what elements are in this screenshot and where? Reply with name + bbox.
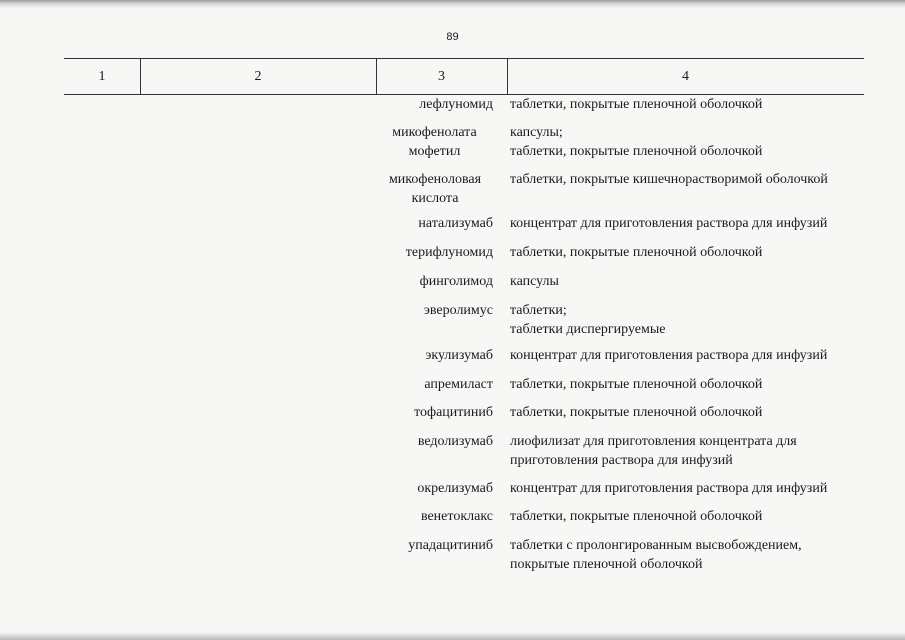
dosage-form: таблетки, покрытые кишечнорастворимой оболочкой	[510, 172, 828, 187]
dosage-form: таблетки, покрытые пленочной оболочкой	[510, 245, 763, 260]
drug-name: эверолимус	[423, 303, 493, 318]
drug-name: лефлуномид	[419, 97, 493, 112]
dosage-form: концентрат для приготовления раствора для инфузий	[510, 348, 828, 363]
drug-name: окрелизумаб	[417, 481, 493, 496]
dosage-form: таблетки, покрытые пленочной оболочкой	[510, 405, 763, 420]
drug-name: венетоклакс	[420, 509, 493, 524]
drug-name: апремиласт	[424, 377, 493, 392]
dosage-form: капсулы	[510, 274, 559, 289]
header-col-1: 1	[64, 59, 141, 94]
drug-name: микофенолата мофетил	[392, 125, 477, 159]
drug-name: терифлуномид	[405, 245, 493, 260]
dosage-form: концентрат для приготовления раствора для инфузий	[510, 481, 828, 496]
dosage-form: таблетки; таблетки диспергируемые	[510, 303, 666, 337]
drug-name: финголимод	[419, 274, 493, 289]
drug-name: ведолизумаб	[417, 434, 493, 449]
dosage-form: таблетки с пролонгированным высвобождением, покрытые пленочной оболочкой	[510, 538, 802, 572]
drug-name: микофеноловая кислота	[388, 172, 482, 206]
drug-name: натализумаб	[418, 216, 493, 231]
dosage-form: лиофилизат для приготовления концентрата для приготовления раствора для инфузий	[510, 434, 797, 468]
header-col-2: 2	[140, 59, 377, 94]
dosage-form: таблетки, покрытые пленочной оболочкой	[510, 377, 763, 392]
drug-name: упадацитиниб	[408, 538, 493, 553]
header-col-3: 3	[376, 59, 508, 94]
dosage-form: таблетки, покрытые пленочной оболочкой	[510, 97, 763, 112]
drug-name: экулизумаб	[425, 348, 493, 363]
dosage-form: капсулы; таблетки, покрытые пленочной оболочкой	[510, 125, 763, 159]
dosage-form: концентрат для приготовления раствора для инфузий	[510, 216, 828, 231]
header-col-4: 4	[682, 69, 689, 84]
drug-name: тофацитиниб	[414, 405, 493, 420]
page-number: 89	[446, 31, 459, 43]
scan-edge-bottom	[0, 632, 905, 640]
dosage-form: таблетки, покрытые пленочной оболочкой	[510, 509, 763, 524]
